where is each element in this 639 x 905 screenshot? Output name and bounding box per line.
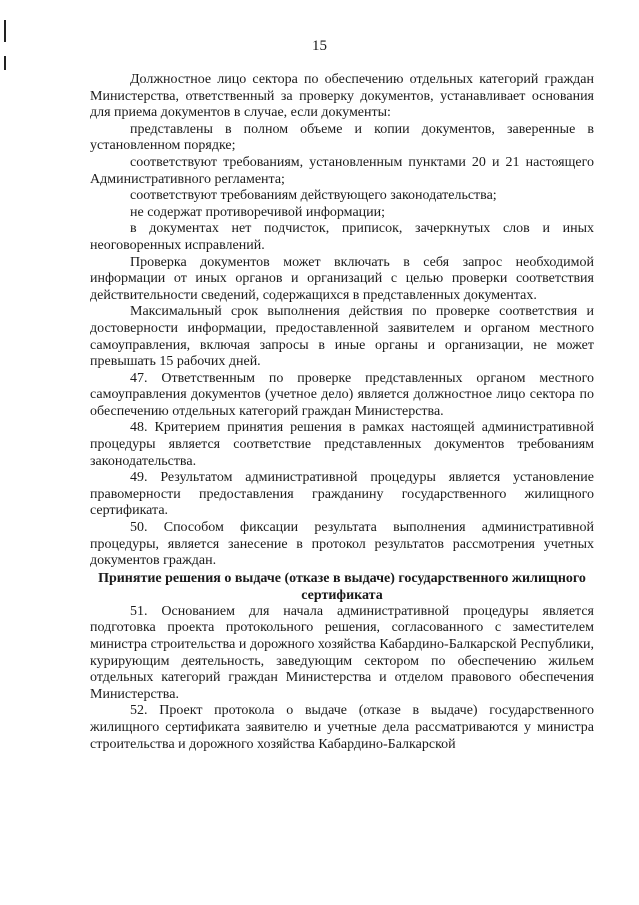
paragraph: 50. Способом фиксации результата выполнения административной процедуры, является занесение в протокол результатов рассмотрения учетных документов граждан. — [90, 520, 594, 569]
paragraph: Должностное лицо сектора по обеспечению отдельных категорий граждан Министерства, ответственный за проверку документов, устанавливает основания для приема документов в случае, если документы: — [90, 72, 594, 121]
paragraph: в документах нет подчисток, приписок, зачеркнутых слов и иных неоговоренных исправлений. — [90, 221, 594, 253]
paragraph: 51. Основанием для начала административной процедуры является подготовка проекта протокольного решения, согласованного с заместителем министра строительства и дорожного хозяйства Кабардино-Балкарской Республики, курирующим деятельность, заведующим сектором по обеспечению жильем отдельных категорий граждан Министерства и отделом правового обеспечения Министерства. — [90, 603, 594, 702]
paragraph: соответствуют требованиям, установленным пунктами 20 и 21 настоящего Административного регламента; — [90, 154, 594, 187]
scan-edge-mark — [4, 56, 6, 70]
paragraph: соответствуют требованиям действующего законодательства; — [130, 188, 497, 204]
paragraph: не содержат противоречивой информации; — [130, 204, 386, 220]
document-body — [90, 72, 594, 753]
paragraph: 48. Критерием принятия решения в рамках настоящей административной процедуры является соответствие представленных документов требованиям законодательства. — [90, 420, 594, 469]
paragraph: Проверка документов может включать в себя запрос необходимой информации от иных органов и организаций с целью проверки соответствия действительности сведений, содержащихся в представленных документах. — [90, 254, 594, 303]
section-heading: Принятие решения о выдаче (отказе в выдаче) государственного жилищного сертификата — [98, 570, 586, 603]
page-number: 15 — [312, 38, 327, 54]
paragraph: 47. Ответственным по проверке представленных органом местного самоуправления документов (учетное дело) является должностное лицо сектора по обеспечению отдельных категорий граждан Министерства. — [90, 370, 594, 419]
paragraph: представлены в полном объеме и копии документов, заверенные в установленном порядке; — [90, 121, 594, 154]
paragraph: 52. Проект протокола о выдаче (отказе в выдаче) государственного жилищного сертификата заявителю и учетные дела рассматриваются у министра строительства и дорожного хозяйства Кабардино-Балкарской — [90, 703, 594, 752]
paragraph: 49. Результатом административной процедуры является установление правомерности предоставления гражданину государственного жилищного сертификата. — [90, 470, 594, 519]
paragraph: Максимальный срок выполнения действия по проверке соответствия и достоверности информации, предоставленной заявителем и органом местного самоуправления, включая запросы в иные органы и организации, не может превышать 15 рабочих дней. — [90, 304, 594, 370]
